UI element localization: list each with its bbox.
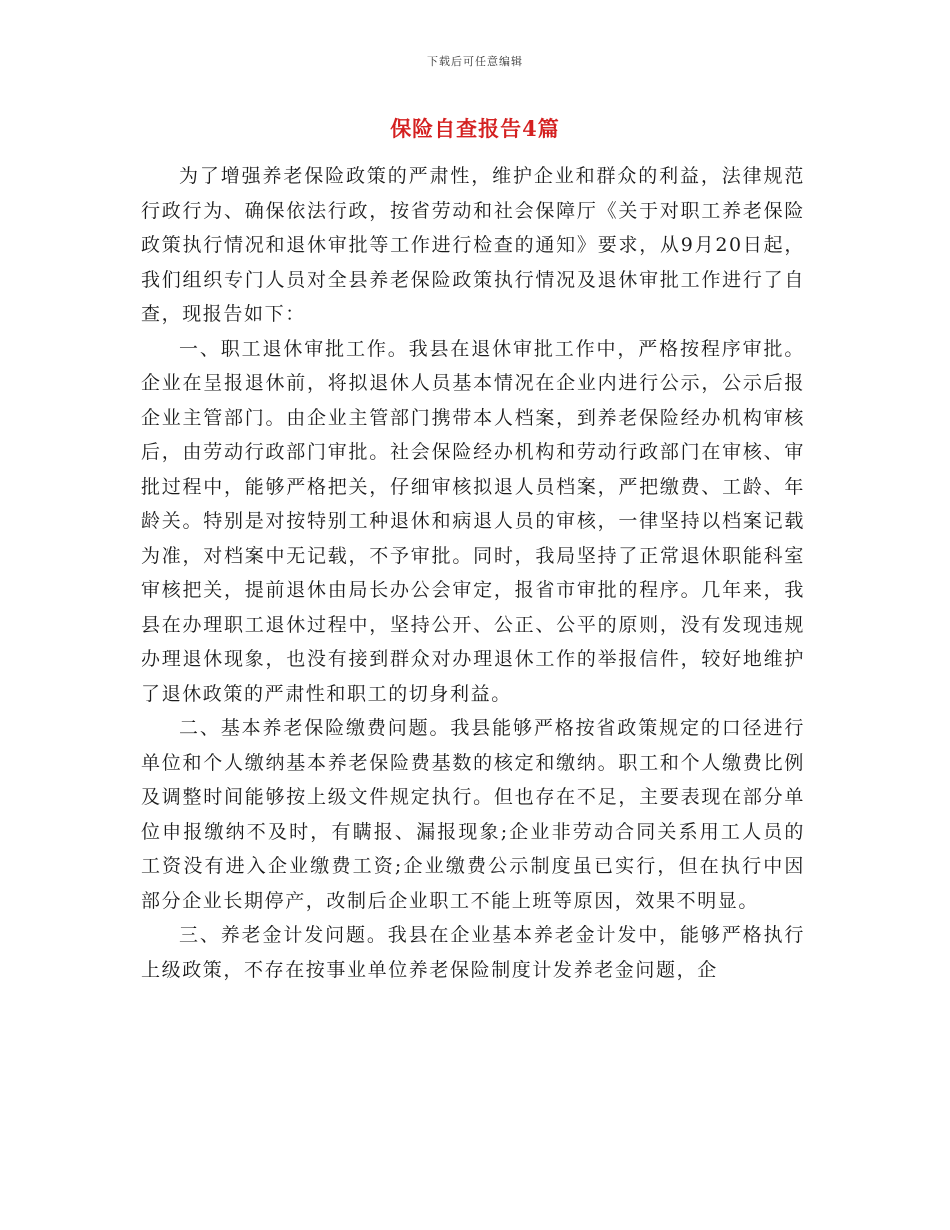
paragraph-section-1: 一、职工退休审批工作。我县在退休审批工作中，严格按程序审批。企业在呈报退休前，将拟退休人员基本情况在企业内进行公示，公示后报企业主管部门。由企业主管部门携带本人档案，到养老保险经办机构审核后，由劳动行政部门审批。社会保险经办机构和劳动行政部门在审核、审批过程中，能够严格把关，仔细审核拟退人员档案，严把缴费、工龄、年龄关。特别是对按特别工种退休和病退人员的审核，一律坚持以档案记载为准，对档案中无记载，不予审批。同时，我局坚持了正常退休职能科室审核把关，提前退休由局长办公会审定，报省市审批的程序。几年来，我县在办理职工退休过程中，坚持公开、公正、公平的原则，没有发现违规办理退休现象，也没有接到群众对办理退休工作的举报信件，较好地维护了退休政策的严肃性和职工的切身利益。 bbox=[141, 337, 805, 705]
document-body bbox=[141, 159, 805, 987]
header-note: 下载后可任意编辑 bbox=[427, 55, 523, 68]
paragraph-intro: 为了增强养老保险政策的严肃性，维护企业和群众的利益，法律规范行政行为、确保依法行政，按省劳动和社会保障厅《关于对职工养老保险政策执行情况和退休审批等工作进行检查的通知》要求，从9月20日起，我们组织专门人员对全县养老保险政策执行情况及退休审批工作进行了自查，现报告如下： bbox=[141, 165, 805, 325]
document-title: 保险自查报告4篇 bbox=[390, 116, 560, 141]
paragraph-section-3: 三、养老金计发问题。我县在企业基本养老金计发中，能够严格执行上级政策，不存在按事业单位养老保险制度计发养老金问题，企 bbox=[141, 924, 805, 981]
paragraph-section-2: 二、基本养老保险缴费问题。我县能够严格按省政策规定的口径进行单位和个人缴纳基本养老保险费基数的核定和缴纳。职工和个人缴费比例及调整时间能够按上级文件规定执行。但也存在不足，主要表现在部分单位申报缴纳不及时，有瞒报、漏报现象;企业非劳动合同关系用工人员的工资没有进入企业缴费工资;企业缴费公示制度虽已实行，但在执行中因部分企业长期停产，改制后企业职工不能上班等原因，效果不明显。 bbox=[141, 717, 805, 912]
